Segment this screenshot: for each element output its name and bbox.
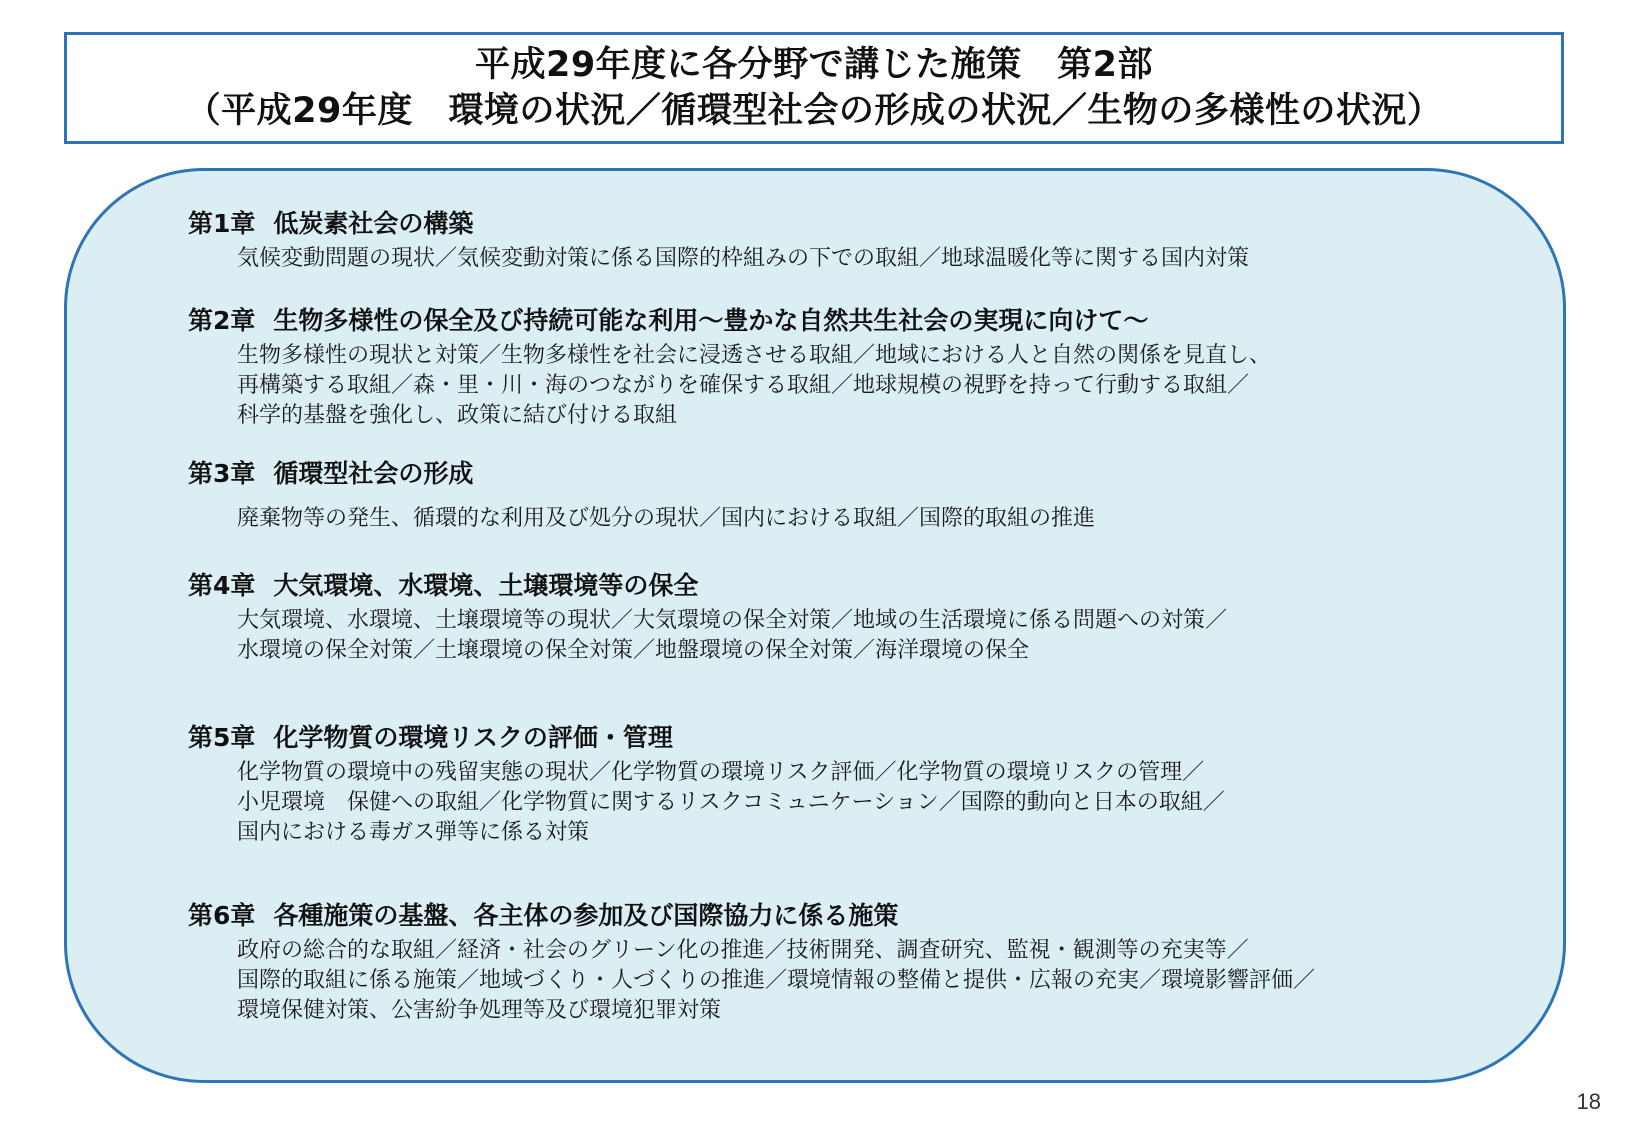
chapter-number: 第1章 bbox=[188, 209, 256, 238]
chapter-line: 環境保健対策、公害紛争処理等及び環境犯罪対策 bbox=[237, 998, 722, 1023]
chapter-line: 政府の総合的な取組／経済・社会のグリーン化の推進／技術開発、調査研究、監視・観測等の充実等／ bbox=[237, 938, 1249, 963]
chapter-body bbox=[237, 504, 1095, 534]
chapter-line: 廃棄物等の発生、循環的な利用及び処分の現状／国内における取組／国際的取組の推進 bbox=[237, 506, 1096, 531]
chapter-number: 第2章 bbox=[188, 306, 256, 335]
chapter-line: 水環境の保全対策／土壌環境の保全対策／地盤環境の保全対策／海洋環境の保全 bbox=[237, 638, 1030, 663]
chapter-body bbox=[237, 341, 1271, 431]
chapter-body bbox=[237, 758, 1225, 848]
chapter-2 bbox=[188, 305, 1271, 431]
chapter-5 bbox=[188, 722, 1225, 848]
chapter-3 bbox=[188, 458, 1095, 534]
chapter-title: 各種施策の基盤、各主体の参加及び国際協力に係る施策 bbox=[273, 901, 899, 930]
chapter-number: 第6章 bbox=[188, 901, 256, 930]
chapter-body bbox=[237, 244, 1249, 274]
chapter-4 bbox=[188, 570, 1227, 666]
chapter-heading bbox=[188, 305, 1271, 337]
chapter-line: 化学物質の環境中の残留実態の現状／化学物質の環境リスク評価／化学物質の環境リスクの管理／ bbox=[237, 760, 1205, 785]
chapter-body bbox=[237, 606, 1227, 666]
chapter-heading bbox=[188, 208, 1249, 240]
chapter-heading bbox=[188, 458, 1095, 490]
chapter-line: 大気環境、水環境、土壌環境等の現状／大気環境の保全対策／地域の生活環境に係る問題への対策／ bbox=[237, 608, 1228, 633]
page-title: 平成29年度に各分野で講じた施策 第2部 bbox=[474, 45, 1154, 85]
chapter-line: 国際的取組に係る施策／地域づくり・人づくりの推進／環境情報の整備と提供・広報の充実／環境影響評価／ bbox=[237, 968, 1316, 993]
chapter-title: 化学物質の環境リスクの評価・管理 bbox=[273, 723, 673, 752]
chapter-title: 生物多様性の保全及び持続可能な利用～豊かな自然共生社会の実現に向けて～ bbox=[273, 306, 1149, 335]
chapter-title: 大気環境、水環境、土壌環境等の保全 bbox=[273, 571, 699, 600]
page-number: 18 bbox=[1576, 1089, 1601, 1114]
chapter-heading bbox=[188, 900, 1315, 932]
chapter-title: 低炭素社会の構築 bbox=[273, 209, 474, 238]
chapter-line: 国内における毒ガス弾等に係る対策 bbox=[237, 820, 590, 845]
chapter-line: 科学的基盤を強化し、政策に結び付ける取組 bbox=[237, 403, 678, 428]
chapter-line: 再構築する取組／森・里・川・海のつながりを確保する取組／地球規模の視野を持って行動する取組／ bbox=[237, 373, 1250, 398]
chapter-number: 第5章 bbox=[188, 723, 256, 752]
chapter-number: 第4章 bbox=[188, 571, 256, 600]
chapter-line: 小児環境 保健への取組／化学物質に関するリスクコミュニケーション／国際的動向と日本の取組／ bbox=[237, 790, 1225, 815]
chapter-heading bbox=[188, 570, 1227, 602]
chapter-number: 第3章 bbox=[188, 459, 256, 488]
page-subtitle: （平成29年度 環境の状況／循環型社会の形成の状況／生物の多様性の状況） bbox=[185, 91, 1443, 131]
chapter-1 bbox=[188, 208, 1249, 274]
chapter-line: 気候変動問題の現状／気候変動対策に係る国際的枠組みの下での取組／地球温暖化等に関する国内対策 bbox=[237, 246, 1250, 271]
chapter-heading bbox=[188, 722, 1225, 754]
chapter-title: 循環型社会の形成 bbox=[273, 459, 474, 488]
title-box bbox=[64, 32, 1564, 144]
chapter-body bbox=[237, 936, 1315, 1026]
chapter-line: 生物多様性の現状と対策／生物多様性を社会に浸透させる取組／地域における人と自然の関係を見直し、 bbox=[237, 343, 1272, 368]
chapter-6 bbox=[188, 900, 1315, 1026]
